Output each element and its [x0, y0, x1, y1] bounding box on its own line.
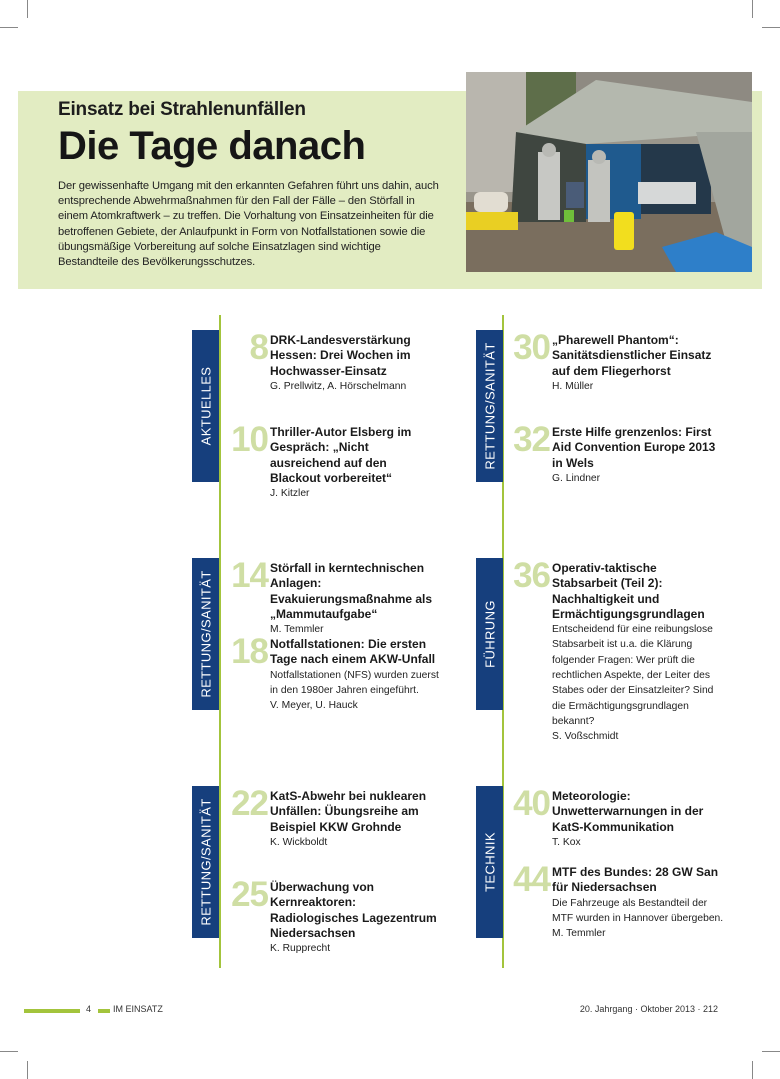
footer-bar-long: [24, 1009, 80, 1013]
page-number: 8: [249, 328, 268, 367]
hero-text: [58, 99, 438, 270]
entry-author: G. Lindner: [552, 472, 601, 484]
crop-mark: [762, 27, 780, 28]
page-number: 25: [231, 875, 268, 914]
section-tab-fuehrung: FÜHRUNG: [476, 558, 503, 710]
entry-title: MTF des Bundes: 28 GW San für Niedersachsen: [552, 865, 719, 895]
tent-photo-illustration: [466, 72, 752, 272]
entry-description: Notfallstationen (NFS) wurden zuerst in den 1980er Jahren eingeführt.: [270, 669, 439, 696]
entry-title: KatS-Abwehr bei nuklearen Unfällen: Übungsreihe am Beispiel KKW Grohnde: [270, 789, 427, 834]
crop-mark: [752, 0, 753, 18]
crop-mark: [752, 1061, 753, 1079]
entry-title: Operativ-taktische Stabsarbeit (Teil 2): Nachhaltigkeit und Ermächtigungsgrundlagen: [552, 561, 705, 621]
toc-entry[interactable]: [513, 860, 727, 941]
section-tab-aktuelles: AKTUELLES: [192, 330, 219, 482]
footer-issue: 20. Jahrgang · Oktober 2013 · 212: [579, 1004, 718, 1014]
toc-entry[interactable]: [231, 420, 440, 501]
entry-title: Überwachung von Kernreaktoren: Radiologisches Lagezentrum Niedersachsen: [270, 880, 437, 940]
toc-entry[interactable]: [231, 875, 440, 956]
entry-author: K. Rupprecht: [270, 943, 331, 955]
entry-author: T. Kox: [552, 836, 581, 848]
toc-entry[interactable]: [513, 328, 722, 394]
kicker: Einsatz bei Strahlenunfällen: [58, 99, 306, 120]
crop-mark: [27, 0, 28, 18]
toc-entry[interactable]: [231, 556, 445, 637]
page-number: 22: [231, 784, 268, 823]
entry-author: V. Meyer, U. Hauck: [270, 700, 358, 712]
entry-title: Störfall in kerntechnischen Anlagen: Evakuierungsmaßnahme als „Mammutaufgabe“: [270, 561, 433, 621]
page-number: 14: [231, 556, 268, 595]
entry-author: H. Müller: [552, 380, 594, 392]
entry-author: M. Temmler: [552, 928, 606, 940]
page-number: 32: [513, 420, 550, 459]
footer-bar-short: [98, 1009, 110, 1013]
hero-photo: [466, 72, 752, 272]
column-rule-left: [219, 315, 221, 968]
section-tab-technik: TECHNIK: [476, 786, 503, 938]
toc-entry[interactable]: [231, 632, 445, 713]
section-tab-rettung-sanitaet-2: RETTUNG/SANITÄT: [192, 558, 219, 710]
toc-entry[interactable]: [231, 784, 440, 850]
page-number: 40: [513, 784, 550, 823]
entry-author: M. Temmler: [270, 624, 324, 636]
page-number: 36: [513, 556, 550, 595]
page-number: 44: [513, 860, 550, 899]
page-number: 18: [231, 632, 268, 671]
toc-entry[interactable]: [513, 784, 727, 850]
crop-mark: [0, 1051, 18, 1052]
entry-author: J. Kitzler: [270, 488, 310, 500]
entry-title: Thriller-Autor Elsberg im Gespräch: „Nicht ausreichend auf den Blackout vorbereitet“: [270, 425, 412, 485]
crop-mark: [762, 1051, 780, 1052]
footer-page-number: 4: [86, 1004, 92, 1014]
toc-entry[interactable]: [249, 328, 440, 394]
toc-entry[interactable]: [513, 420, 722, 486]
entry-title: DRK-Landesverstärkung Hessen: Drei Wochen im Hochwasser-Einsatz: [270, 333, 411, 378]
entry-author: S. Voßschmidt: [552, 731, 619, 743]
crop-mark: [27, 1061, 28, 1079]
lead-paragraph: Der gewissenhafte Umgang mit den erkannten Gefahren führt uns dahin, auch entsprechende Abwehrmaßnahmen für den Fall der Fälle – den Störfall in einem Atomkraftwerk – zu treffen. Die Vorhaltung von Einsatzeinheiten für die betroffenen Gebiete, der Anlaufpunkt in Form von Notfallstationen sowie die übungsmäßige Vorbereitung auf solche Einsatzlagen sind wichtige Bestandteile des Bevölkerungsschutzes.: [58, 180, 439, 269]
entry-title: Meteorologie: Unwetterwarnungen in der KatS-Kommunikation: [552, 789, 704, 834]
crop-mark: [0, 27, 18, 28]
section-tab-rettung-sanitaet-1: RETTUNG/SANITÄT: [476, 330, 503, 482]
entry-description: Entscheidend für eine reibungslose Stabsarbeit ist u.a. die Klärung folgender Fragen: Wer prüft die rechtlichen Aspekte, der Leiter des Stabes oder der Einsatzleiter? Sind die Ermächtigungsgrundlagen bekannt?: [552, 624, 714, 727]
entry-description: Die Fahrzeuge als Bestandteil der MTF wurden in Hannover übergeben.: [552, 897, 724, 924]
entry-title: „Pharewell Phantom“: Sanitätsdienstlicher Einsatz auf dem Fliegerhorst: [552, 333, 712, 378]
entry-title: Notfallstationen: Die ersten Tage nach einem AKW-Unfall: [270, 637, 436, 667]
page-number: 10: [231, 420, 268, 459]
headline: Die Tage danach: [58, 124, 366, 168]
footer-magazine: IM EINSATZ: [113, 1004, 163, 1014]
entry-title: Erste Hilfe grenzenlos: First Aid Convention Europe 2013 in Wels: [552, 425, 716, 470]
entry-author: G. Prellwitz, A. Hörschelmann: [270, 380, 407, 392]
page-number: 30: [513, 328, 550, 367]
toc-entry[interactable]: [513, 556, 722, 745]
section-tab-rettung-sanitaet-3: RETTUNG/SANITÄT: [192, 786, 219, 938]
entry-author: K. Wickboldt: [270, 836, 328, 848]
